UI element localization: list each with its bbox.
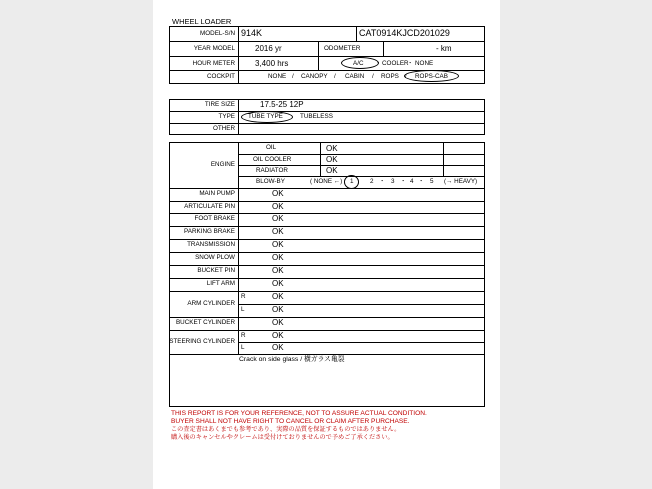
- blowby-level-3: 3: [391, 178, 395, 185]
- check-label: PARKING BRAKE: [184, 228, 235, 235]
- check-value: OK: [272, 214, 284, 223]
- check-label: TRANSMISSION: [187, 241, 235, 248]
- inspection-sheet: [153, 0, 500, 489]
- steering-cylinder-r-label: R: [241, 332, 246, 339]
- check-label: FOOT BRAKE: [194, 215, 235, 222]
- blowby-level-2: 2: [370, 178, 374, 185]
- remarks-text: Crack on side glass / 横ガラス亀裂: [239, 356, 345, 363]
- cockpit-selected-circle: [404, 70, 459, 82]
- engine-oil-value: OK: [326, 144, 338, 153]
- arm-cylinder-r-value: OK: [272, 292, 284, 301]
- cockpit-option-canopy: CANOPY: [301, 73, 328, 80]
- disclaimer-line: この査定書はあくまでも参考であり、実際の品質を保証するものではありません。: [171, 426, 401, 433]
- check-value: OK: [272, 279, 284, 288]
- disclaimer-line: BUYER SHALL NOT HAVE RIGHT TO CANCEL OR CLAIM AFTER PURCHASE.: [171, 418, 410, 425]
- tire-type-tube: TUBE TYPE: [248, 113, 283, 120]
- tire-type-selected-circle: [241, 111, 293, 123]
- check-label: SNOW PLOW: [195, 254, 235, 261]
- aircon-sep-2: ・: [407, 60, 414, 67]
- blowby-dot-3: ・: [418, 178, 425, 185]
- engine-label: ENGINE: [210, 161, 235, 168]
- hour-meter-value: 3,400 hrs: [255, 59, 289, 68]
- serial-number: CAT0914KJCD201029: [359, 28, 450, 38]
- cockpit-option-none: NONE: [268, 73, 287, 80]
- check-value: OK: [272, 189, 284, 198]
- blowby-level-1: 1: [350, 178, 354, 185]
- cockpit-sep-3: /: [372, 73, 374, 80]
- check-value: OK: [272, 227, 284, 236]
- check-label: BUCKET PIN: [197, 267, 235, 274]
- disclaimer-line: THIS REPORT IS FOR YOUR REFERENCE, NOT TO ASSURE ACTUAL CONDITION.: [171, 410, 427, 417]
- check-value: OK: [272, 253, 284, 262]
- cockpit-option-rops: ROPS: [381, 73, 399, 80]
- bucket-cylinder-value: OK: [272, 318, 284, 327]
- model-value: 914K: [241, 28, 263, 38]
- steering-cylinder-label: STEERING CYLINDER: [169, 338, 235, 345]
- arm-cylinder-r-label: R: [241, 293, 246, 300]
- engine-oil-label: OIL: [266, 144, 277, 151]
- odometer-label: ODOMETER: [324, 45, 361, 52]
- check-value: OK: [272, 240, 284, 249]
- cockpit-sep-2: /: [334, 73, 336, 80]
- cockpit-option-cabin: CABIN: [345, 73, 365, 80]
- odometer-value: - km: [436, 44, 452, 53]
- tire-other-label: OTHER: [212, 125, 235, 132]
- steering-cylinder-r-value: OK: [272, 331, 284, 340]
- steering-cylinder-l-value: OK: [272, 343, 284, 352]
- steering-cylinder-l-label: L: [241, 344, 245, 351]
- aircon-option-cooler: COOLER: [382, 60, 409, 67]
- engine-oil-cooler-value: OK: [326, 155, 338, 164]
- aircon-sep-1: ・: [375, 60, 382, 67]
- arm-cylinder-l-value: OK: [272, 305, 284, 314]
- aircon-selected-circle: [341, 57, 382, 69]
- aircon-option-none: NONE: [415, 60, 434, 67]
- tire-type-label: TYPE: [218, 113, 235, 120]
- check-value: OK: [272, 266, 284, 275]
- tire-size-label: TIRE SIZE: [204, 101, 235, 108]
- aircon-option-ac: A/C: [353, 60, 364, 67]
- cockpit-sep-4: /: [405, 73, 407, 80]
- blowby-selected-circle: [344, 175, 359, 189]
- check-label: ARTICULATE PIN: [184, 203, 235, 210]
- blowby-none-label: ( NONE ←): [310, 178, 343, 185]
- check-value: OK: [272, 202, 284, 211]
- year-model-label: YEAR MODEL: [193, 45, 235, 52]
- engine-radiator-value: OK: [326, 166, 338, 175]
- tire-type-tubeless: TUBELESS: [300, 113, 333, 120]
- year-value: 2016 yr: [255, 44, 282, 53]
- bucket-cylinder-label: BUCKET CYLINDER: [175, 319, 235, 326]
- report-title: WHEEL LOADER: [172, 17, 232, 26]
- blowby-level-4: 4: [410, 178, 414, 185]
- check-label: MAIN PUMP: [199, 190, 235, 197]
- model-sn-label: MODEL-S/N: [200, 30, 235, 37]
- engine-oil-cooler-label: OIL COOLER: [253, 156, 292, 163]
- check-label: LIFT ARM: [206, 280, 235, 287]
- arm-cylinder-l-label: L: [241, 306, 245, 313]
- arm-cylinder-label: ARM CYLINDER: [187, 300, 235, 307]
- tire-size-value: 17.5-25 12P: [260, 100, 304, 109]
- cockpit-sep-1: /: [292, 73, 294, 80]
- hour-meter-label: HOUR METER: [192, 60, 235, 67]
- cockpit-label: COCKPIT: [207, 73, 235, 80]
- blowby-level-5: 5: [430, 178, 434, 185]
- blowby-dot-1: ・: [379, 178, 386, 185]
- disclaimer-line: 購入後のキャンセルやクレームは受付けておりませんので予めご了承ください。: [171, 434, 394, 441]
- blowby-heavy-label: (→ HEAVY): [444, 178, 478, 185]
- engine-blowby-label: BLOW-BY: [256, 178, 285, 185]
- blowby-dot-2: ・: [400, 178, 407, 185]
- cockpit-option-rops-cab: ROPS-CAB: [415, 73, 448, 80]
- engine-radiator-label: RADIATOR: [256, 167, 288, 174]
